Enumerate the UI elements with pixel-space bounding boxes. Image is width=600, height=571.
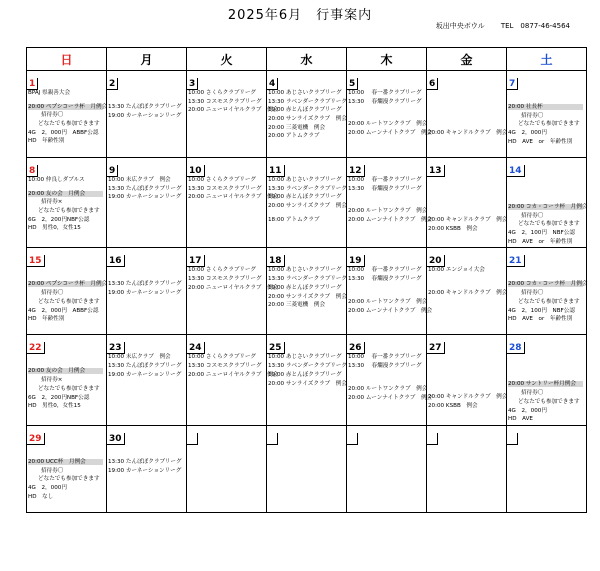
event-line: 19:00 赤とんぼクラブリーグ	[268, 194, 342, 201]
day-cell-11	[267, 158, 347, 248]
event-line: 13:30 ラベンダークラブリーグ	[268, 98, 347, 105]
event-line: 20:00 ニューロイヤルクラブ 例会	[188, 284, 279, 291]
day-cell-19	[347, 248, 433, 335]
weekday-tue: 火	[187, 48, 267, 71]
event-line: 20:00 コカ・コーラ杯 月例会	[508, 281, 588, 288]
event-line: 20:00 三菱電機 例会	[268, 124, 326, 131]
empty-day-cell	[347, 425, 427, 512]
day-cell-21	[507, 248, 587, 335]
event-line: 招待券×	[41, 199, 63, 206]
day-number-empty	[187, 433, 198, 445]
day-number: 4	[267, 78, 278, 90]
day-cell-2	[107, 71, 187, 158]
empty-day-cell	[427, 425, 507, 512]
event-line: 20:00 ルートワンクラブ 例会	[348, 298, 428, 305]
event-line: どなたでも参加できます	[518, 221, 580, 228]
event-line: 4G 2，100円 NBF公認	[508, 230, 575, 237]
day-cell-4	[267, 71, 347, 158]
event-line: 10:00 あじさいクラブリーグ	[268, 177, 342, 183]
event-line: 20:00 サンライズクラブ 例会	[268, 203, 347, 210]
event-line: 13:30 コスモスクラブリーグ	[188, 98, 262, 105]
day-number: 13	[427, 165, 445, 177]
event-line: 招待券〇	[521, 112, 544, 119]
event-line: 20:00 KSBB 例会	[428, 225, 478, 232]
event-line: どなたでも参加できます	[38, 476, 100, 483]
day-number: 20	[427, 255, 445, 267]
event-line: 6G 2，200円NBF公認	[28, 216, 90, 223]
day-cell-29	[27, 425, 107, 512]
day-number: 15	[27, 255, 45, 267]
event-line: どなたでも参加できます	[518, 298, 580, 305]
week-row-4	[27, 335, 587, 425]
event-line: 招待券×	[41, 377, 63, 384]
event-line: 10:00 春一番クラブリーグ	[348, 90, 422, 96]
event-line: 10:00 さくらクラブリーグ	[188, 354, 257, 361]
event-line: 20:00 ペプシコーラ杯 月例会	[28, 103, 108, 110]
event-line: 4G 2，000円	[508, 407, 547, 414]
venue-tel: TEL 0877-46-4564	[500, 22, 570, 30]
event-line: 招待券〇	[521, 212, 544, 219]
event-line: 19:00 カーネーションリーグ	[108, 371, 182, 378]
day-number: 8	[27, 165, 38, 177]
event-line: HD AVE	[508, 416, 533, 423]
calendar-table	[26, 47, 587, 513]
event-line: 4G 2，000円 ABBF公認	[28, 129, 99, 136]
day-number: 23	[107, 342, 125, 354]
event-line: HD なし	[28, 493, 54, 500]
event-line: 10:00 春一番クラブリーグ	[348, 267, 422, 274]
event-line: 20:00 ルートワンクラブ 例会	[348, 121, 428, 128]
event-line: 13:30 コスモスクラブリーグ	[188, 276, 262, 283]
empty-day-cell	[507, 425, 587, 512]
venue-name: 坂出中央ボウル	[435, 22, 485, 30]
event-line: HD AVE or 年齢性別	[508, 238, 573, 245]
event-line: 招待券〇	[41, 467, 64, 474]
day-cell-16	[107, 248, 187, 335]
week-row-3	[27, 248, 587, 335]
day-number: 18	[267, 255, 285, 267]
event-line: どなたでも参加できます	[38, 208, 100, 215]
event-line: 10:00 あじさいクラブリーグ	[268, 267, 342, 274]
event-line: 20:00 サンライズクラブ 例会	[268, 380, 347, 387]
day-number: 22	[27, 342, 45, 354]
day-cell-25	[267, 335, 347, 425]
day-cell-7	[507, 71, 587, 158]
day-cell-3	[187, 71, 279, 158]
event-line: 20:00 サントリー杯月例会	[508, 381, 583, 387]
event-line: HD 年齢性別	[28, 316, 65, 323]
event-line: 13:30 春爛漫クラブリーグ	[348, 276, 422, 283]
day-cell-1	[27, 71, 107, 158]
event-line: 招待券〇	[41, 290, 64, 297]
day-cell-23	[107, 335, 187, 425]
event-line: 19:00 赤とんぼクラブリーグ	[268, 284, 342, 291]
day-cell-6	[427, 71, 507, 158]
day-number: 12	[347, 165, 365, 177]
event-line: 6G 2，200円NBF公認	[28, 394, 90, 401]
event-line: 13:30 春爛漫クラブリーグ	[348, 363, 422, 370]
event-line: どなたでも参加できます	[518, 121, 580, 128]
day-number: 26	[347, 342, 365, 354]
event-line: 招待券〇	[521, 390, 544, 397]
day-number: 25	[267, 342, 285, 354]
day-cell-14	[507, 158, 587, 248]
week-row-5	[27, 425, 587, 512]
event-line: 20:00 サンライズクラブ 例会	[268, 116, 347, 123]
day-cell-13	[427, 158, 507, 248]
event-line: 10:00 末広クラブ 例会	[108, 177, 171, 183]
event-line: 4G 2，100円 NBF公認	[508, 307, 575, 314]
event-line: 20:00 UCC杯 月例会	[28, 459, 103, 465]
day-number: 11	[267, 165, 285, 177]
day-number: 16	[107, 255, 125, 267]
event-line: 20:00 友の会 月例会	[28, 191, 103, 197]
day-number-empty	[267, 433, 278, 445]
event-line: 20:00 ムーンナイトクラブ 例会	[348, 394, 433, 401]
event-line: 20:00 ルートワンクラブ 例会	[348, 208, 428, 215]
day-cell-8	[27, 158, 107, 248]
event-line: 19:00 カーネーションリーグ	[108, 112, 182, 119]
event-line: 13:30 春爛漫クラブリーグ	[348, 98, 422, 105]
event-line: 18:00 アトムクラブ	[268, 216, 320, 223]
day-number: 2	[107, 78, 118, 90]
event-line: 13:30 ラベンダークラブリーグ	[268, 185, 347, 192]
day-number: 10	[187, 165, 205, 177]
event-line: 4G 2，000円 ABBF公認	[28, 307, 99, 314]
event-line: 招待券〇	[521, 290, 544, 297]
weekday-header-row	[27, 48, 587, 71]
event-line: 19:00 カーネーションリーグ	[108, 194, 182, 201]
event-line: どなたでも参加できます	[38, 298, 100, 305]
event-line: 20:00 三菱電機 例会	[268, 302, 326, 309]
event-line: 13:30 コスモスクラブリーグ	[188, 185, 262, 192]
event-line: 10:00 春一番クラブリーグ	[348, 354, 422, 361]
day-cell-18	[267, 248, 347, 335]
weekday-mon: 月	[107, 48, 187, 71]
event-line: HD 男性0，女性15	[28, 225, 81, 232]
day-cell-12	[347, 158, 433, 248]
empty-day-cell	[187, 425, 267, 512]
weekday-sun: 日	[27, 48, 107, 71]
weekday-thu: 木	[347, 48, 427, 71]
event-line: 20:00 ペプシコーラ杯 月例会	[28, 281, 108, 288]
day-number: 29	[27, 433, 45, 445]
week-row-2	[27, 158, 587, 248]
event-line: 19:00 カーネーションリーグ	[108, 467, 182, 474]
event-line: 10:00 仲良しダブルス	[28, 177, 85, 183]
day-number: 3	[187, 78, 198, 90]
event-line: 13:30 春爛漫クラブリーグ	[348, 185, 422, 192]
weekday-wed: 水	[267, 48, 347, 71]
event-line: 20:00 社長杯	[508, 104, 583, 110]
event-line: 10:00 あじさいクラブリーグ	[268, 354, 342, 361]
day-number: 19	[347, 255, 365, 267]
event-line: 19:00 赤とんぼクラブリーグ	[268, 371, 342, 378]
event-line: 19:00 赤とんぼクラブリーグ	[268, 107, 342, 114]
event-line: 4G 2，000円	[28, 484, 67, 491]
day-number: 1	[27, 78, 38, 90]
day-number: 9	[107, 165, 118, 177]
day-number: 6	[427, 78, 438, 90]
day-cell-26	[347, 335, 433, 425]
event-line: 19:00 カーネーションリーグ	[108, 290, 182, 297]
venue-info	[436, 21, 570, 31]
event-line: 20:00 ムーンナイトクラブ 例会	[348, 130, 433, 137]
event-line: 10:00 さくらクラブリーグ	[188, 90, 257, 96]
event-line: 20:00 ムーンナイトクラブ 例会	[348, 217, 433, 224]
event-line: 4G 2，000円	[508, 130, 547, 137]
event-line: どなたでも参加できます	[38, 121, 100, 128]
day-number-empty	[507, 433, 518, 445]
event-line: 20:00 ムーンナイトクラブ 例会	[348, 307, 433, 314]
week-row-1	[27, 71, 587, 158]
event-line: 招待券〇	[41, 112, 64, 119]
event-line: HD 男性0，女性15	[28, 403, 81, 410]
event-line: 20:00 キャンドルクラブ 例会	[428, 290, 508, 297]
event-line: 10:00 春一番クラブリーグ	[348, 177, 422, 183]
event-line: 10:00 あじさいクラブリーグ	[268, 90, 342, 96]
event-line: 20:00 ニューロイヤルクラブ 例会	[188, 194, 279, 201]
event-line: 20:00 ニューロイヤルクラブ 例会	[188, 107, 279, 114]
day-cell-9	[107, 158, 187, 248]
day-cell-28	[507, 335, 587, 425]
day-cell-20	[427, 248, 507, 335]
day-cell-30	[107, 425, 187, 512]
day-number: 30	[107, 433, 125, 445]
event-line: 10:00 さくらクラブリーグ	[188, 177, 257, 183]
weekday-sat: 土	[507, 48, 587, 71]
event-line: 20:00 コカ・コーラ杯 月例会	[508, 204, 588, 210]
day-number: 24	[187, 342, 205, 354]
event-line: 10:00 さくらクラブリーグ	[188, 267, 257, 274]
day-number: 7	[507, 78, 518, 90]
event-line: 13:30 たんぽぽクラブリーグ	[108, 185, 182, 192]
event-line: 13:30 ラベンダークラブリーグ	[268, 276, 347, 283]
event-line: BPAJ 県親善大会	[28, 90, 71, 96]
event-line: HD AVE or 年齢性別	[508, 316, 573, 323]
day-cell-27	[427, 335, 507, 425]
day-number: 5	[347, 78, 358, 90]
event-line: 10:00 エンジョイ大会	[428, 267, 485, 274]
day-cell-15	[27, 248, 107, 335]
empty-day-cell	[267, 425, 347, 512]
day-number: 28	[507, 342, 525, 354]
event-line: 20:00 キャンドルクラブ 例会	[428, 394, 508, 401]
page-title: 2025年6月 行事案内	[227, 8, 373, 23]
event-line: HD AVE or 年齢性別	[508, 138, 573, 145]
event-line: 20:00 ニューロイヤルクラブ 例会	[188, 371, 279, 378]
event-line: 13:30 たんぽぽクラブリーグ	[108, 458, 182, 465]
event-line: 13:30 コスモスクラブリーグ	[188, 363, 262, 370]
day-number-empty	[427, 433, 438, 445]
day-number-empty	[347, 433, 358, 445]
day-number: 14	[507, 165, 525, 177]
day-number: 27	[427, 342, 445, 354]
event-line: 13:30 たんぽぽクラブリーグ	[108, 281, 182, 288]
event-line: 13:30 たんぽぽクラブリーグ	[108, 363, 182, 370]
event-line: どなたでも参加できます	[518, 398, 580, 405]
day-cell-22	[27, 335, 107, 425]
event-line: どなたでも参加できます	[38, 385, 100, 392]
event-line: 13:30 ラベンダークラブリーグ	[268, 363, 347, 370]
weekday-fri: 金	[427, 48, 507, 71]
event-line: 13:30 たんぽぽクラブリーグ	[108, 104, 182, 110]
day-number: 21	[507, 255, 525, 267]
event-line: 20:00 アトムクラブ	[268, 133, 320, 140]
event-line: 20:00 キャンドルクラブ 例会	[428, 130, 508, 136]
event-line: 20:00 ルートワンクラブ 例会	[348, 385, 428, 392]
event-line: 20:00 キャンドルクラブ 例会	[428, 217, 508, 223]
event-line: HD 年齢性別	[28, 138, 65, 145]
event-line: 20:00 KSBB 例会	[428, 403, 478, 410]
event-line: 10:00 末広クラブ 例会	[108, 354, 171, 361]
event-line: 20:00 友の会 月例会	[28, 368, 103, 374]
day-number: 17	[187, 255, 205, 267]
day-cell-5	[347, 71, 433, 158]
event-line: 20:00 サンライズクラブ 例会	[268, 293, 347, 300]
